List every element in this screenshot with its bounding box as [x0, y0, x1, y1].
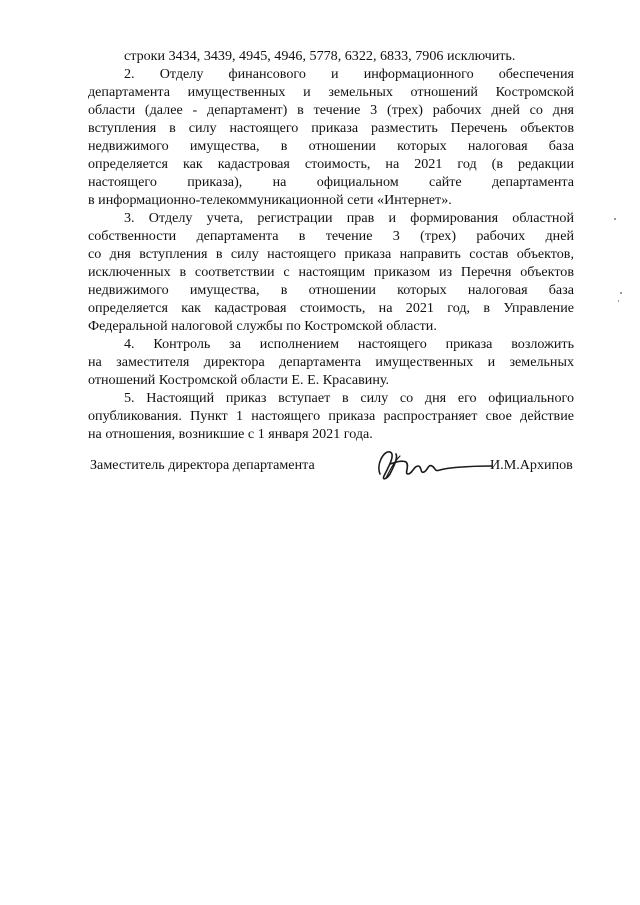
text-line: недвижимого имущества, в отношении которых налоговая база [88, 138, 574, 154]
text-line: на отношения, возникшие с 1 января 2021 года. [88, 426, 373, 442]
text-line: недвижимого имущества, в отношении которых налоговая база [88, 282, 574, 298]
text-line: на заместителя директора департамента имущественных и земельных [88, 354, 574, 370]
text-line: строки 3434, 3439, 4945, 4946, 5778, 6322, 6833, 7906 исключить. [124, 48, 516, 64]
scan-speck [618, 300, 619, 302]
text-line: собственности департамента в течение 3 (трех) рабочих дней [88, 228, 574, 244]
scan-speck [620, 292, 622, 294]
scan-speck [614, 218, 616, 220]
text-line: опубликования. Пункт 1 настоящего приказа распространяет свое действие [88, 408, 574, 424]
text-line: 5. Настоящий приказ вступает в силу со дня его официального [124, 390, 574, 406]
text-line: области (далее - департамент) в течение 3 (трех) рабочих дней со дня [88, 102, 574, 118]
signatory-name: И.М.Архипов [490, 457, 573, 473]
text-line: Федеральной налоговой службы по Костромской области. [88, 318, 437, 334]
text-line: определяется как кадастровая стоимость, на 2021 год, в Управление [88, 300, 574, 316]
handwritten-signature [366, 444, 496, 484]
text-line: 2. Отделу финансового и информационного обеспечения [124, 66, 574, 82]
text-line: в информационно-телекоммуникационной сети «Интернет». [88, 192, 452, 208]
text-line: настоящего приказа), на официальном сайте департамента [88, 174, 574, 190]
signature-block [90, 456, 580, 496]
text-line: отношений Костромской области Е. Е. Красавину. [88, 372, 390, 388]
text-line: определяется как кадастровая стоимость, на 2021 год (в редакции [88, 156, 574, 172]
signatory-position: Заместитель директора департамента [90, 457, 315, 473]
document-body [88, 47, 574, 443]
text-line: исключенных в соответствии с настоящим приказом из Перечня объектов [88, 264, 574, 280]
text-line: со дня вступления в силу настоящего приказа направить состав объектов, [88, 246, 574, 262]
text-line: департамента имущественных и земельных отношений Костромской [88, 84, 574, 100]
text-line: вступления в силу настоящего приказа разместить Перечень объектов [88, 120, 574, 136]
text-line: 4. Контроль за исполнением настоящего приказа возложить [124, 336, 574, 352]
text-line: 3. Отделу учета, регистрации прав и формирования областной [124, 210, 574, 226]
